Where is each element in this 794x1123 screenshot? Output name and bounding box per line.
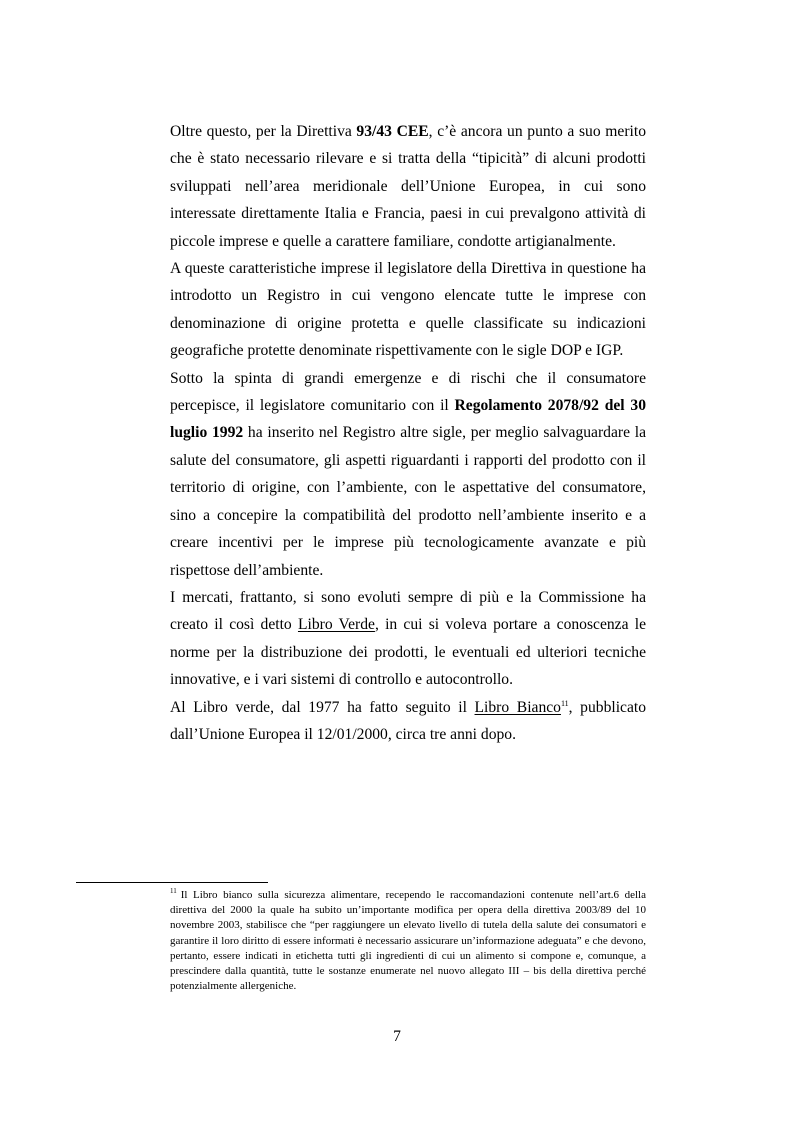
paragraph-4 [170,584,646,694]
paragraph-1-text-a: Oltre questo, per la Direttiva [170,123,357,140]
paragraph-1-text-b: , c’è ancora un punto a suo merito che è stato necessario rilevare e si tratta della “tipicità” di alcuni prodotti sviluppati nell’area meridionale dell’Unione Europea, in cui sono interessate direttamente Italia e Francia, paesi in cui prevalgono attività di piccole imprese e quelle a carattere familiare, condotte artigianalmente. [170,123,646,250]
footnote-separator [76,882,268,883]
paragraph-3-text-b: ha inserito nel Registro altre sigle, per meglio salvaguardare la salute del consumatore, gli aspetti riguardanti i rapporti del prodotto con il territorio di origine, con l’ambiente, con le aspettative del consumatore, sino a concepire la compatibilità del prodotto nell’ambiente inserito e a creare incentivi per le imprese più tecnologicamente avanzate e più rispettose dell’ambiente. [170,424,646,579]
paragraph-5-text-b: , pubblicato dall’Unione Europea il 12/01/2000, circa tre anni dopo. [170,698,647,743]
libro-bianco-term: Libro Bianco [474,698,561,716]
footnote-reference[interactable]: 11 [560,698,569,708]
libro-verde-term: Libro Verde [297,616,375,634]
footnote [170,888,646,994]
paragraph-5-text-a: Al Libro verde, dal 1977 ha fatto seguito il [170,698,475,716]
paragraph-2 [170,255,646,365]
paragraph-2-text: A queste caratteristiche imprese il legislatore della Direttiva in questione ha introdotto un Registro in cui vengono elencate tutte le imprese con denominazione di origine protetta e quelle classificate su indicazioni geografiche protette denominate rispettivamente con le sigle DOP e IGP. [170,260,646,360]
body-text [170,118,646,748]
page-number: 7 [393,1028,401,1045]
regulation-reference: Regolamento 2078/92 del 30 luglio 1992 [170,397,646,442]
footnote-number: 11 [170,887,177,896]
footnote-text: Il Libro bianco sulla sicurezza alimentare, recependo le raccomandazioni contenute nell’art.6 della direttiva del 2000 la quale ha subito un’importante modifica per opera della direttiva 2003/89 del 10 novembre 2003, stabilisce che “per raggiungere un elevato livello di tutela della salute dei consumatori e garantire il loro diritto di essere informati è necessario assicurare un’informazione adeguata” e che devono, pertanto, essere indicati in etichetta tutti gli ingredienti di cui un alimento si compone e, comunque, a prescindere dalla quantità, tutte le sostanze enumerate nel nuovo allegato III – bis della direttiva perché potenzialmente allergeniche. [170,889,646,993]
paragraph-1 [170,118,646,255]
paragraph-3-text-a: Sotto la spinta di grandi emergenze e di rischi che il consumatore percepisce, il legislatore comunitario con il [170,369,646,415]
paragraph-5 [170,694,646,749]
paragraph-4-text-b: , in cui si voleva portare a conoscenza le norme per la distribuzione dei prodotti, le eventuali ed ulteriori tecniche innovative, e i vari sistemi di controllo e autocontrollo. [170,616,646,689]
paragraph-4-text-a: I mercati, frattanto, si sono evoluti sempre di più e la Commissione ha creato il così detto [170,588,646,634]
directive-reference: 93/43 CEE [356,123,429,140]
paragraph-3 [170,365,646,584]
